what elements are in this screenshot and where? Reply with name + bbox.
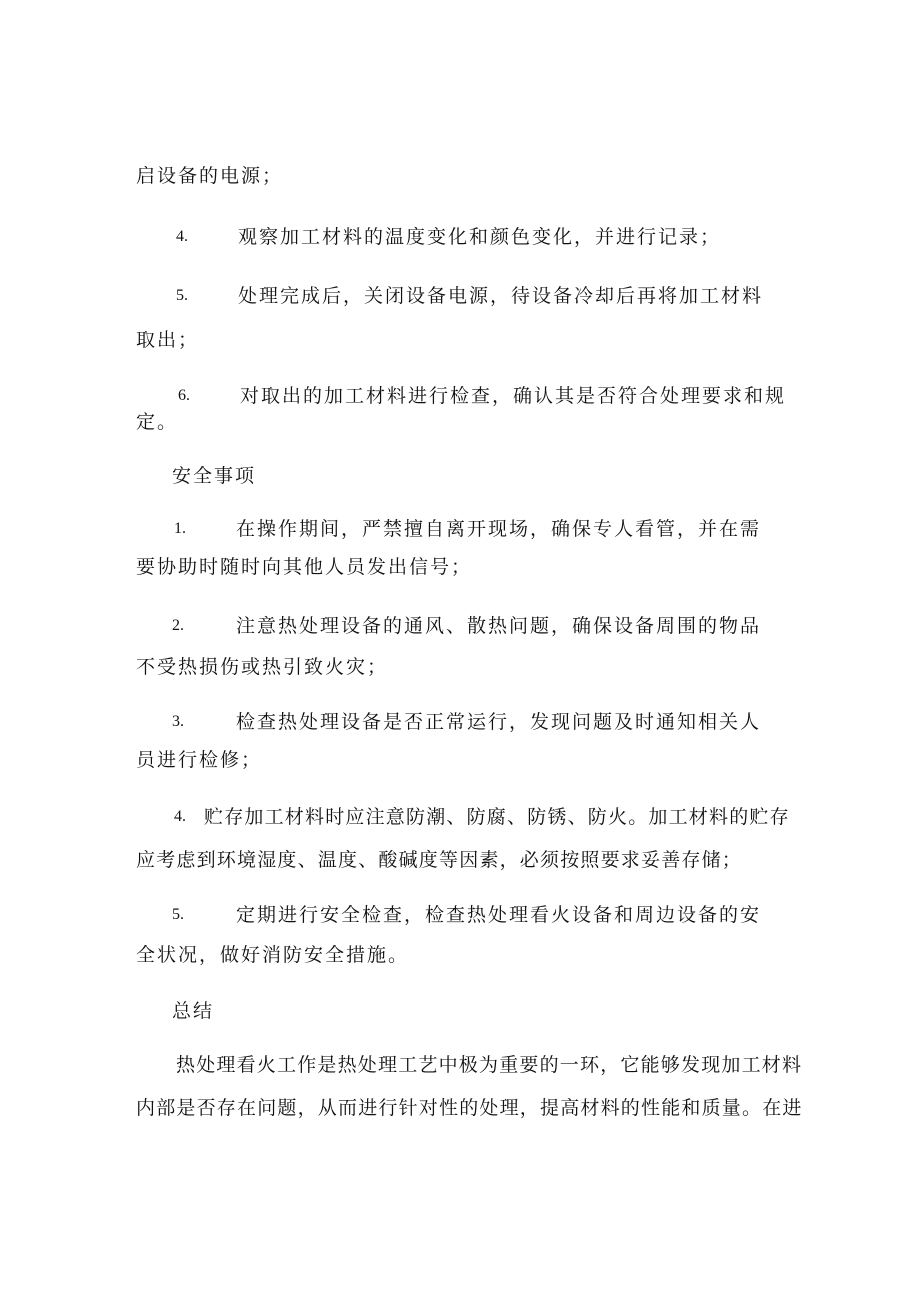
- paragraph-text: 热处理看火工作是热处理工艺中极为重要的一环，它能够发现加工材料: [176, 1054, 803, 1076]
- list-item-text: 贮存加工材料时应注意防潮、防腐、防锈、防火。加工材料的贮存: [204, 806, 790, 828]
- list-item-text: 定。: [136, 411, 179, 433]
- section-title: 总结: [172, 1000, 215, 1022]
- list-number: 5.: [172, 906, 184, 923]
- list-number: 4.: [176, 228, 188, 245]
- list-item-text: 在操作期间，严禁擅自离开现场，确保专人看管，并在需: [236, 518, 762, 540]
- list-item-text: 检查热处理设备是否正常运行，发现问题及时通知相关人: [236, 711, 762, 733]
- section-title: 安全事项: [172, 465, 257, 487]
- list-item-text: 定期进行安全检查，检查热处理看火设备和周边设备的安: [236, 904, 762, 926]
- list-item-text: 员进行检修；: [136, 749, 263, 771]
- list-number: 5.: [176, 287, 188, 304]
- list-item-text: 处理完成后，关闭设备电源，待设备冷却后再将加工材料: [238, 285, 764, 307]
- list-number: 1.: [174, 520, 186, 537]
- list-item-text: 应考虑到环境湿度、温度、酸碱度等因素，必须按照要求妥善存储；: [136, 849, 743, 871]
- paragraph-text: 启设备的电源；: [136, 165, 284, 187]
- list-item-text: 要协助时随时向其他人员发出信号；: [136, 556, 473, 578]
- list-number: 3.: [172, 713, 184, 730]
- list-item-text: 对取出的加工材料进行检查，确认其是否符合处理要求和规: [240, 385, 787, 407]
- list-item-text: 不受热损伤或热引致火灾；: [136, 656, 389, 678]
- list-item-text: 注意热处理设备的通风、散热问题，确保设备周围的物品: [236, 615, 762, 637]
- paragraph-text: 内部是否存在问题，从而进行针对性的处理，提高材料的性能和质量。在进: [136, 1097, 803, 1119]
- list-item-text: 全状况，做好消防安全措施。: [136, 944, 410, 966]
- list-number: 4.: [174, 808, 186, 825]
- list-item-text: 观察加工材料的温度变化和颜色变化，并进行记录；: [238, 226, 722, 248]
- list-item-text: 取出；: [136, 329, 200, 351]
- list-number: 2.: [172, 617, 184, 634]
- list-number: 6.: [178, 387, 190, 404]
